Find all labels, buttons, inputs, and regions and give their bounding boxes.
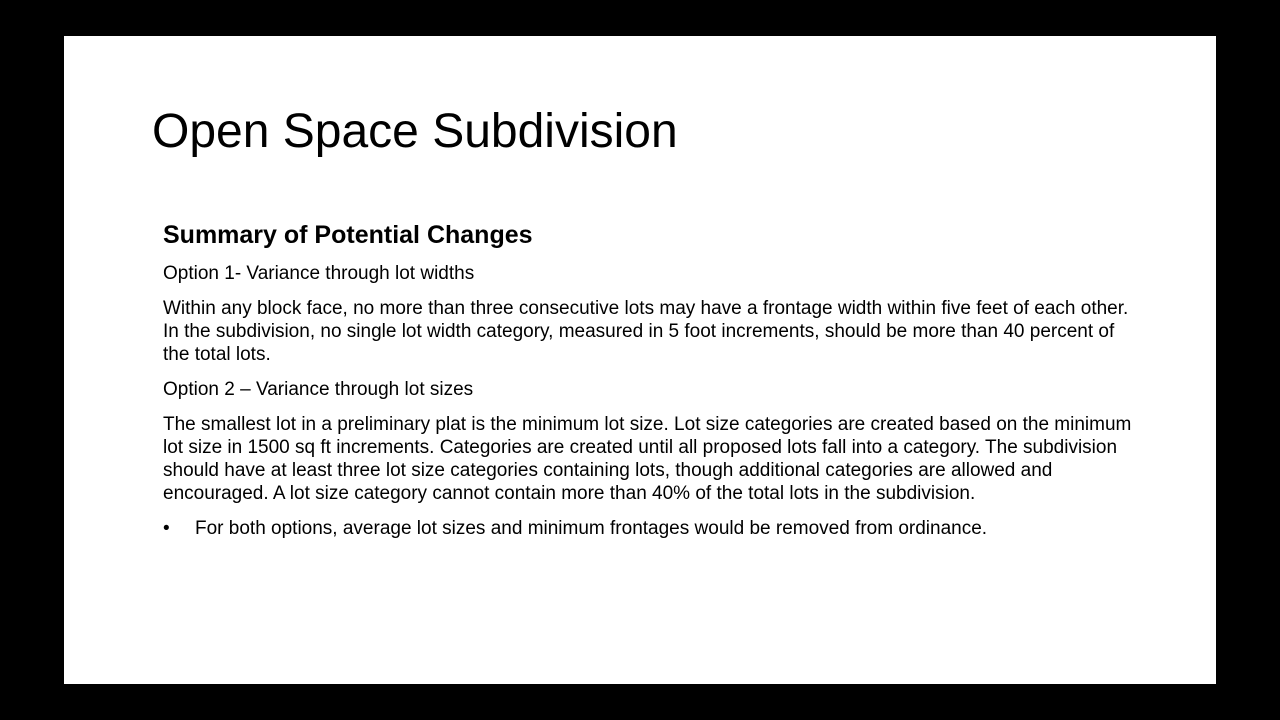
bullet-text: For both options, average lot sizes and minimum frontages would be removed from ordinance. — [195, 518, 988, 539]
slide-content — [163, 220, 1138, 540]
option-1-text: Within any block face, no more than three consecutive lots may have a frontage width within five feet of each other. In the subdivision, no single lot width category, measured in 5 foot increments, should be more than 40 percent of the total lots. — [163, 298, 1129, 365]
option-2-text: The smallest lot in a preliminary plat is the minimum lot size. Lot size categories are created based on the minimum lot size in 1500 sq ft increments. Categories are created until all proposed lots fall into a category. The subdivision should have at least three lot size categories containing lots, though additional categories are allowed and encouraged. A lot size category cannot contain more than 40% of the total lots in the subdivision. — [163, 414, 1132, 504]
option-1-title: Option 1- Variance through lot widths — [163, 263, 475, 284]
bullet-list — [163, 517, 1138, 540]
presentation-slide — [64, 36, 1216, 684]
bullet-item — [163, 517, 1138, 540]
slide-title: Open Space Subdivision — [152, 105, 678, 158]
bullet-marker: • — [163, 518, 170, 539]
option-2-title: Option 2 – Variance through lot sizes — [163, 379, 474, 400]
summary-heading: Summary of Potential Changes — [163, 221, 533, 249]
